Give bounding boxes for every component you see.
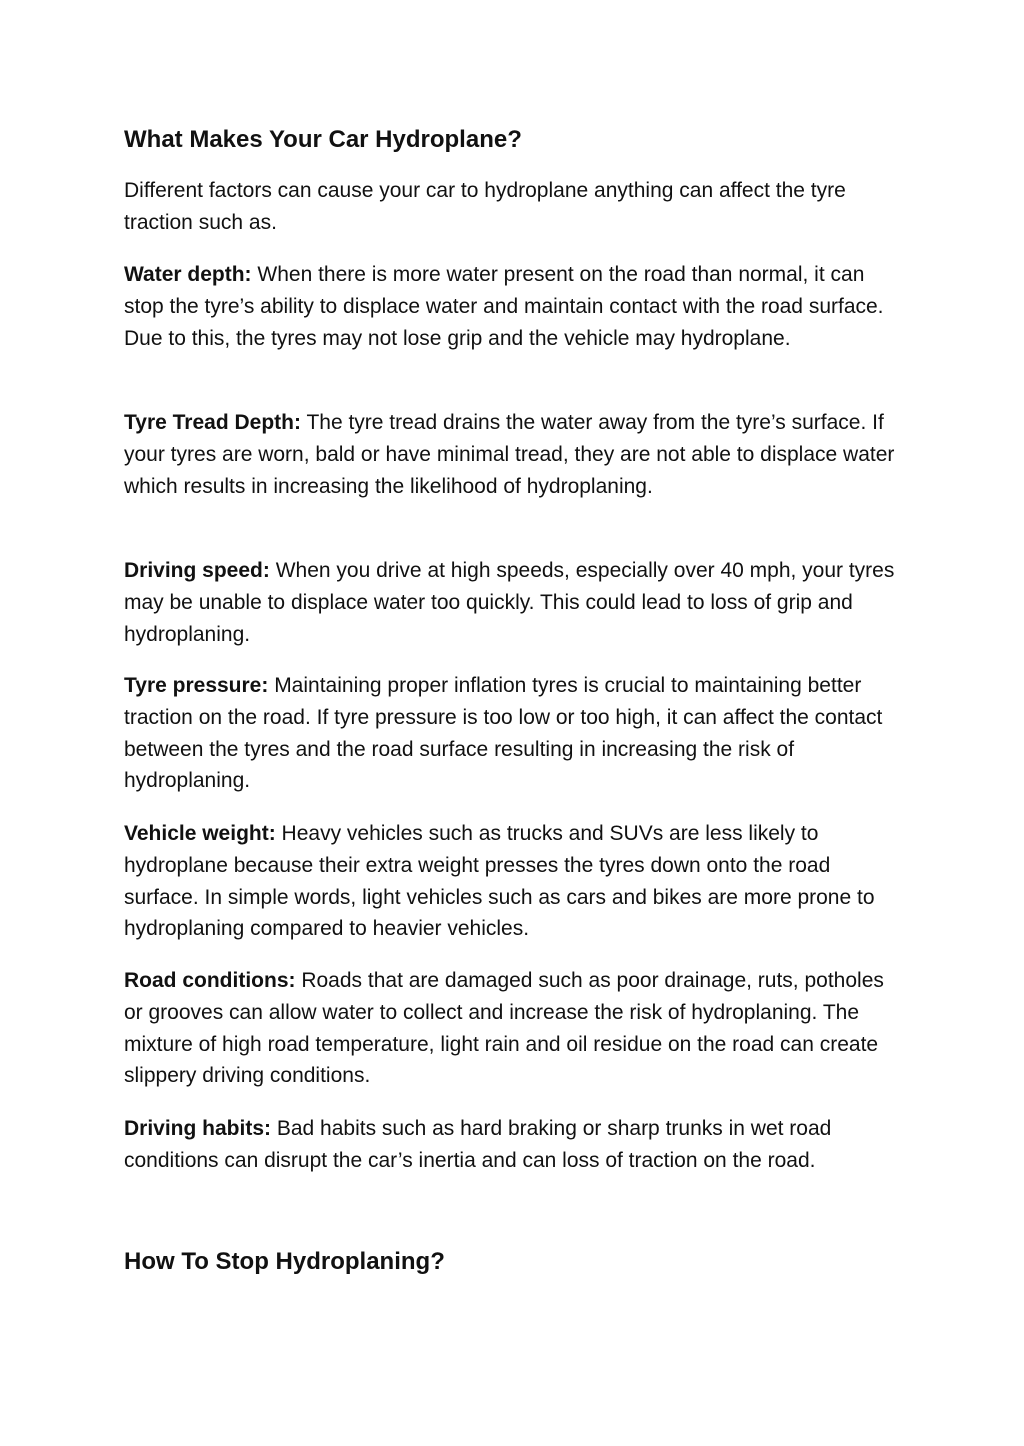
- factor-driving-habits: [124, 1113, 904, 1177]
- factor-vehicle-weight: [124, 818, 904, 945]
- factor-text: When you drive at high speeds, especially over 40 mph, your tyres may be unable to displace water too quickly. This could lead to loss of grip and hydroplaning.: [124, 559, 895, 646]
- factor-road-conditions: [124, 965, 904, 1092]
- factor-tyre-tread-depth: [124, 407, 904, 502]
- intro-paragraph: Different factors can cause your car to hydroplane anything can affect the tyre traction such as.: [124, 179, 846, 234]
- factor-text: Heavy vehicles such as trucks and SUVs are less likely to hydroplane because their extra weight presses the tyres down onto the road surface. In simple words, light vehicles such as cars and bikes are more prone to hydroplaning compared to heavier vehicles.: [124, 822, 875, 941]
- factor-tyre-pressure: [124, 670, 904, 797]
- factor-text: The tyre tread drains the water away from the tyre’s surface. If your tyres are worn, bald or have minimal tread, they are not able to displace water which results in increasing the likelihood of hydroplaning.: [124, 411, 895, 498]
- factor-term: Tyre pressure:: [124, 674, 269, 697]
- factor-text: When there is more water present on the road than normal, it can stop the tyre’s ability to displace water and maintain contact with the road surface. Due to this, the tyres may not lose grip and the vehicle may hydroplane.: [124, 263, 884, 350]
- factor-driving-speed: [124, 555, 904, 650]
- factor-term: Vehicle weight:: [124, 822, 276, 845]
- section-heading-stop-hydroplaning: How To Stop Hydroplaning?: [124, 1248, 445, 1275]
- factor-term: Driving habits:: [124, 1117, 272, 1140]
- factor-water-depth: [124, 259, 904, 354]
- factor-term: Water depth:: [124, 263, 252, 286]
- factor-text: Roads that are damaged such as poor drainage, ruts, potholes or grooves can allow water to collect and increase the risk of hydroplaning. The mixture of high road temperature, light rain and oil residue on the road can create slippery driving conditions.: [124, 969, 884, 1088]
- factor-term: Driving speed:: [124, 559, 270, 582]
- factor-term: Tyre Tread Depth:: [124, 411, 301, 434]
- section-heading-hydroplane-causes: What Makes Your Car Hydroplane?: [124, 126, 522, 153]
- factor-text: Maintaining proper inflation tyres is crucial to maintaining better traction on the road. If tyre pressure is too low or too high, it can affect the contact between the tyres and the road surface resulting in increasing the risk of hydroplaning.: [124, 674, 883, 793]
- factor-term: Road conditions:: [124, 969, 296, 992]
- factor-text: Bad habits such as hard braking or sharp trunks in wet road conditions can disrupt the car’s inertia and can loss of traction on the road.: [124, 1117, 832, 1172]
